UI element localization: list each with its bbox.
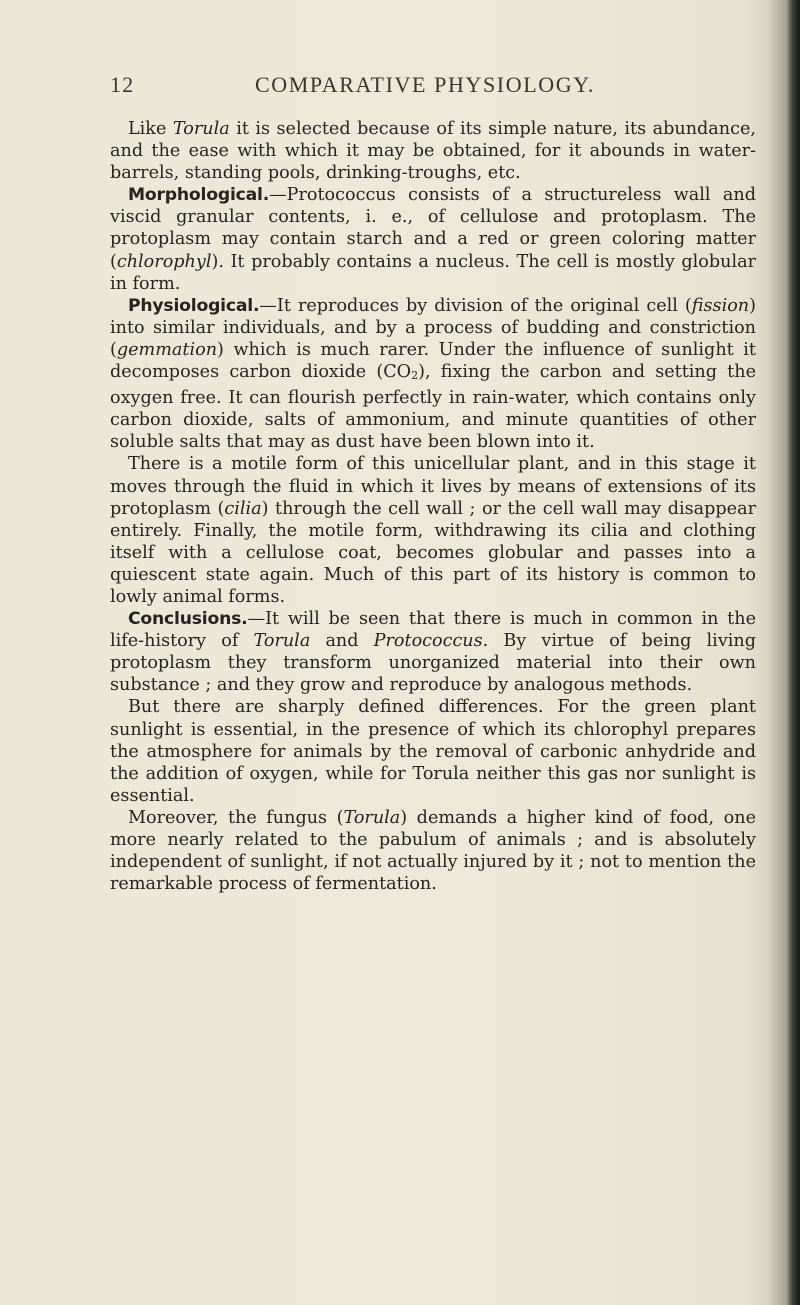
scan-edge-shadow: [788, 0, 800, 1305]
italic-term-cilia: cilia: [224, 498, 262, 519]
text-run: ), fixing the carbon and setting the oxygen free. It can flourish perfectly in rain-water, which contains only carbon dioxide, salts of ammonium, and minute quantities of other soluble salts that may as dust have been blown into it.: [110, 362, 756, 453]
text-run: But there are sharply defined differences. For the green plant sunlight is essential, in the presence of which its chlorophyl prepares the atmosphere for animals by the removal of carbonic anhydride and the addition of oxygen, while for Torula neither this gas nor sunlight is essential.: [110, 697, 756, 806]
text-run: ) into similar individuals, and by a process of budding and constriction (: [110, 295, 756, 360]
text-run: There is a motile form of this unicellular plant, and in this stage it moves through the fluid in which it lives by means of extensions of its protoplasm (: [110, 454, 756, 519]
subscript-two: 2: [411, 369, 419, 383]
paragraph-differences: [110, 696, 756, 806]
italic-term-gemmation: gemmation: [116, 339, 218, 360]
italic-term-torula: Torula: [343, 807, 401, 828]
text-run: and: [310, 631, 374, 652]
italic-term-torula: Torula: [253, 631, 311, 652]
paragraph-motile-form: [110, 453, 756, 608]
paragraph-conclusions: [110, 608, 756, 696]
text-run: By virtue of being living protoplasm they transform unorganized material into their own substance ; and they grow and reproduce by analogous methods.: [110, 631, 756, 696]
paragraph-morphological: [110, 184, 756, 294]
text-run: ) through the cell wall ; or the cell wall may disappear entirely. Finally, the motile form, withdrawing its cilia and clothing itself with a cellulose coat, becomes globular and passes into a quiescent state again. Much of this part of its history is common to lowly animal forms.: [110, 498, 756, 607]
italic-term-chlorophyl: chlorophyl: [116, 251, 212, 272]
section-heading-morphological: Morphological.: [128, 185, 270, 206]
page-number: 12: [110, 72, 135, 97]
text-run: —It reproduces by division of the original cell (: [259, 295, 692, 316]
section-heading-physiological: Physiological.: [128, 295, 260, 316]
text-run: —Protococcus consists of a structureless wall and viscid granular contents, i. e., of cellulose and protoplasm. The protoplasm may contain starch and a red or green coloring matter (: [110, 185, 756, 272]
body-text: [110, 118, 756, 895]
text-run: —It will be seen that there is much in common in the life-history of: [110, 609, 756, 652]
italic-term-protococcus: Protococcus.: [373, 631, 489, 652]
section-heading-conclusions: Conclusions.: [128, 609, 248, 630]
text-run: ) demands a higher kind of food, one more nearly related to the pabulum of animals ; and is absolutely independent of sunlight, if not actually injured by it ; not to mention the remarkable process of fermentation.: [110, 807, 756, 895]
paragraph-fungus-food: [110, 807, 756, 895]
text-run: Like: [128, 119, 173, 139]
italic-term-torula: Torula: [172, 119, 230, 139]
text-run: ). It probably contains a nucleus. The cell is mostly globular in form.: [110, 251, 756, 294]
running-head: [110, 72, 720, 104]
paragraph-torula-intro: [110, 118, 756, 184]
italic-term-fission: fission: [691, 295, 750, 316]
text-run: ) which is much rarer. Under the influence of sunlight it decomposes carbon dioxide (CO: [110, 339, 756, 383]
paragraph-physiological: [110, 295, 756, 454]
text-run: Moreover, the fungus (: [128, 807, 344, 828]
text-run: it is selected because of its simple nature, its abundance, and the ease with which it may be obtained, for it abounds in water-barrels, standing pools, drinking-troughs, etc.: [110, 119, 756, 184]
running-title: COMPARATIVE PHYSIOLOGY.: [255, 72, 595, 97]
